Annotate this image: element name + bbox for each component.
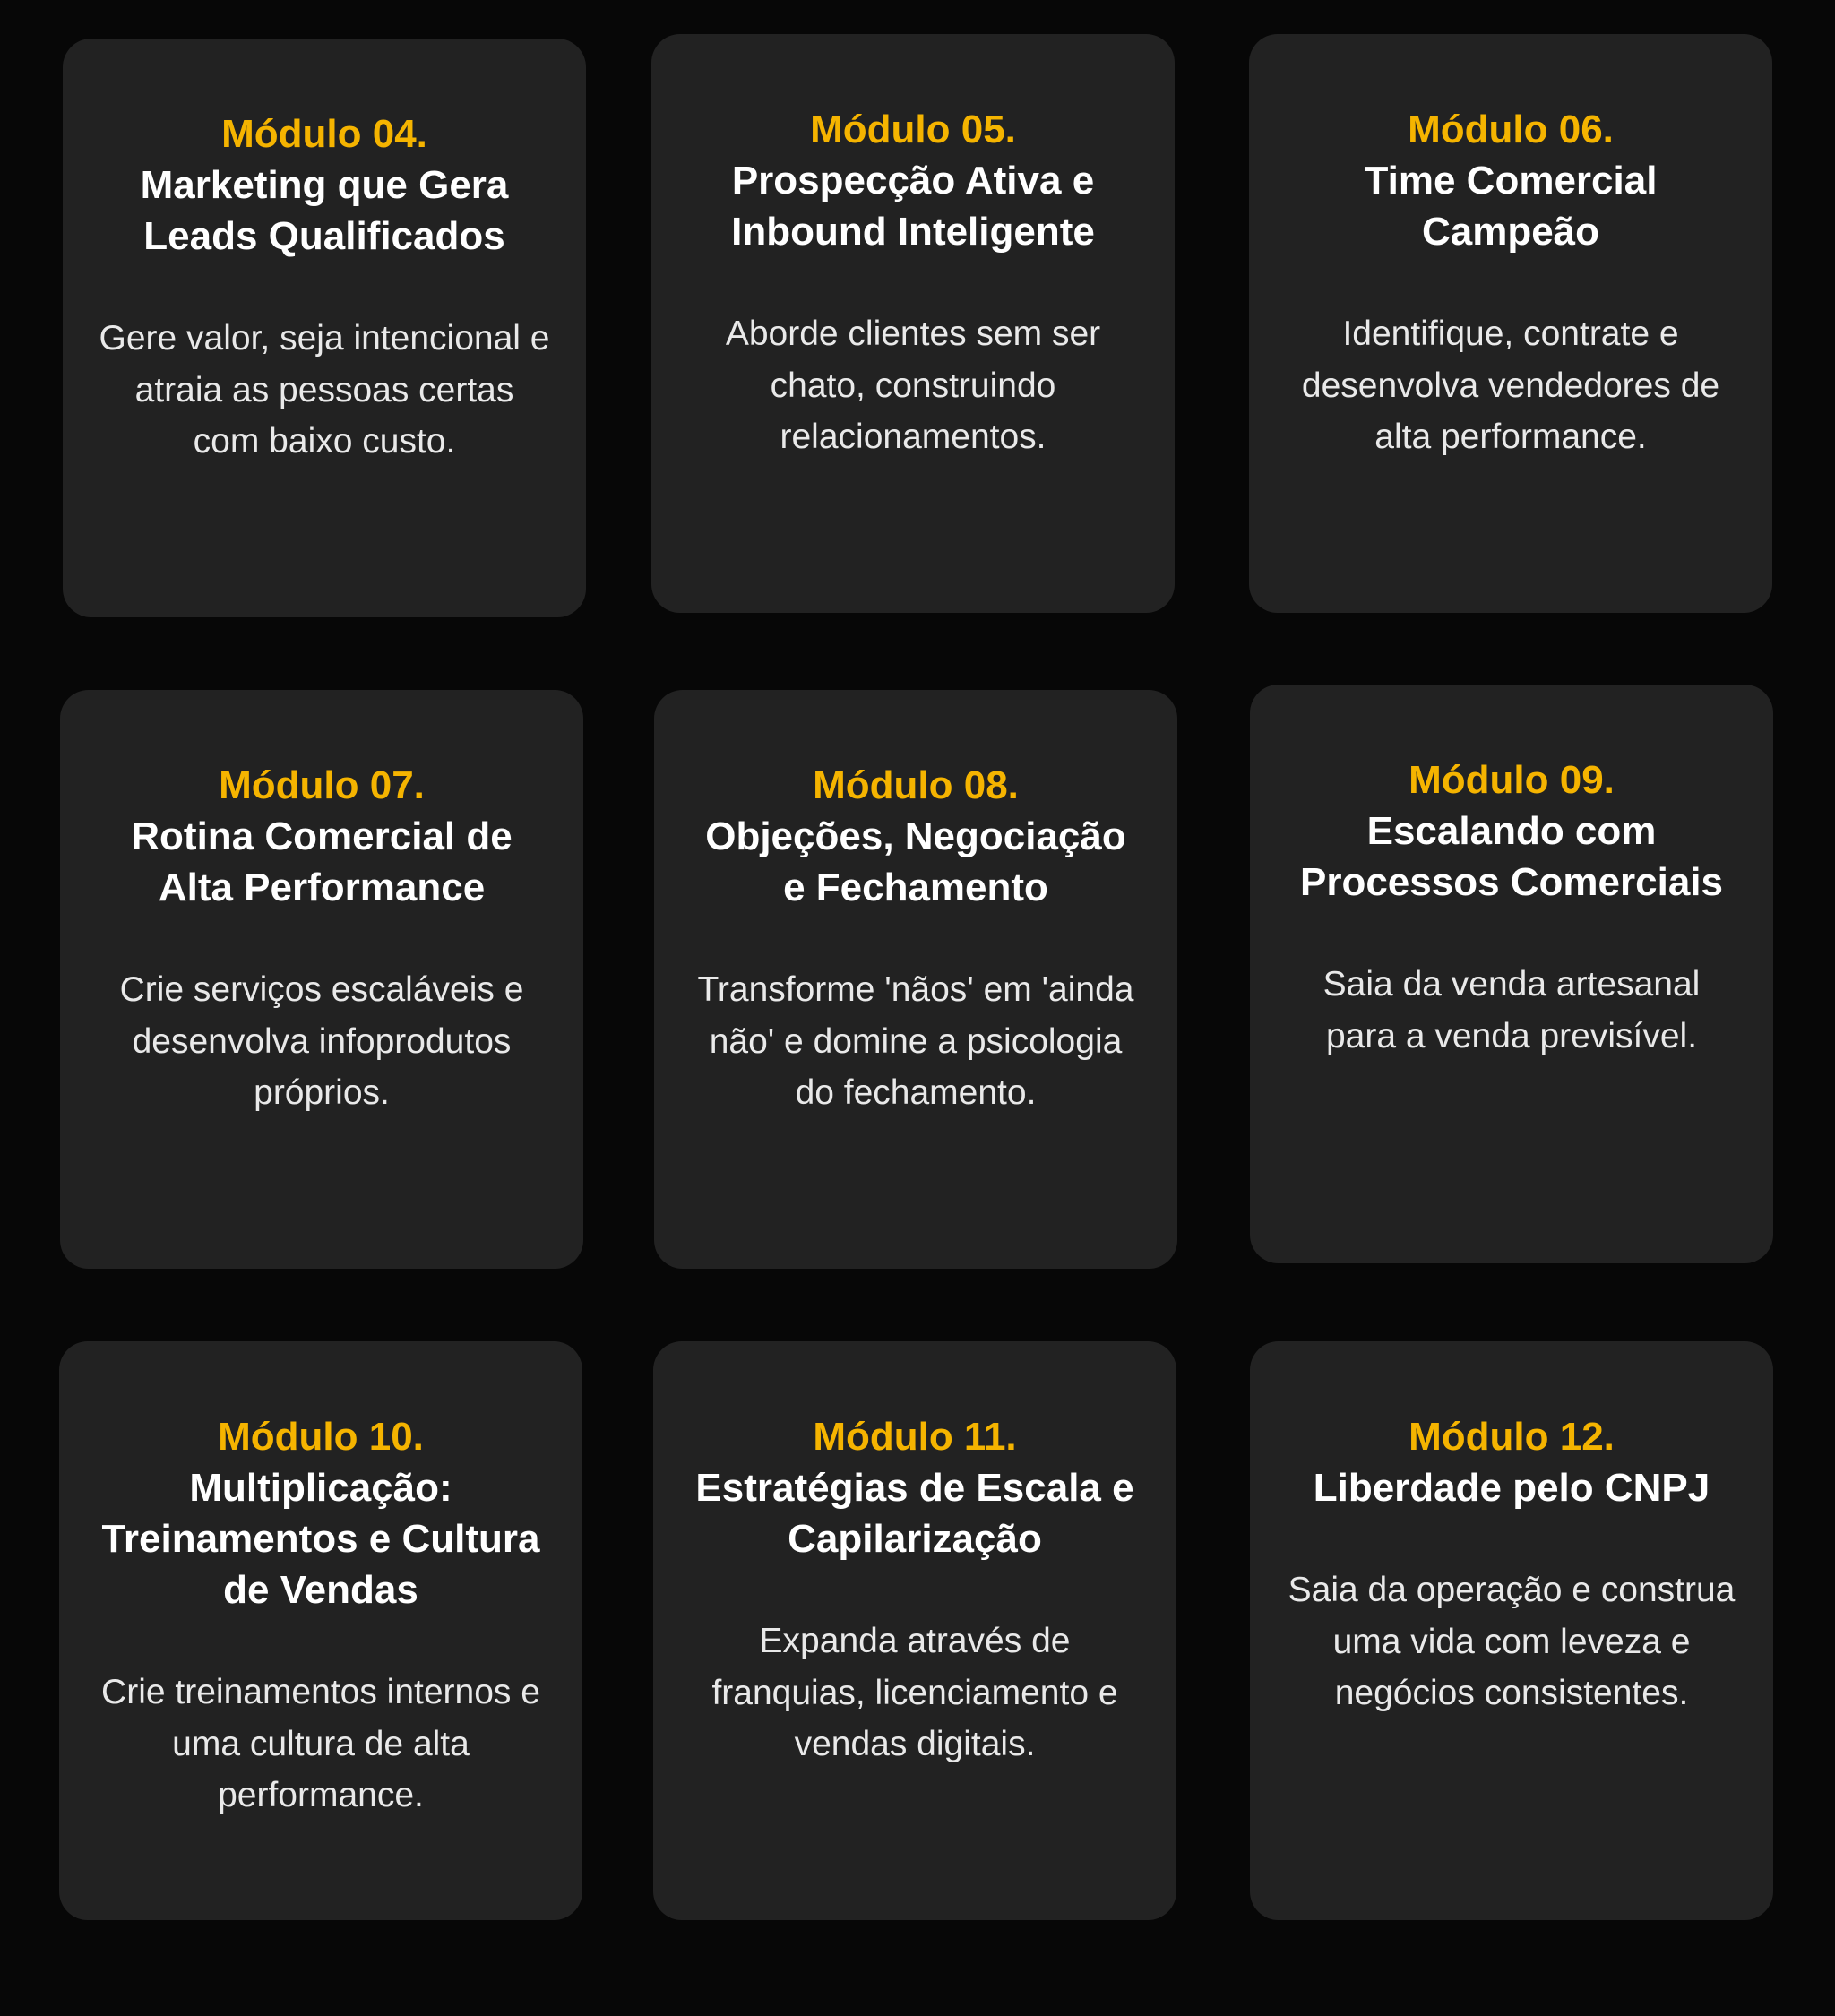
module-number: Módulo 04. [221,112,427,156]
module-title: Estratégias de Escala e Capilarização [695,1466,1134,1561]
module-description: Saia da operação e construa uma vida com leveza e negócios consistentes. [1288,1571,1736,1712]
module-description: Expanda através de franquias, licenciamento e vendas digitais. [711,1622,1118,1763]
module-card-05 [651,34,1175,613]
module-title: Multiplicação: Treinamentos e Cultura de Vendas [101,1466,540,1612]
module-card-11 [653,1341,1176,1920]
module-description: Transforme 'nãos' em 'ainda não' e domine a psicologia do fechamento. [697,970,1134,1112]
module-number: Módulo 05. [810,108,1016,151]
module-number: Módulo 11. [813,1415,1017,1459]
module-title: Time Comercial Campeão [1364,159,1658,254]
module-card-09 [1250,685,1773,1263]
module-description: Crie serviços escaláveis e desenvolva infoprodutos próprios. [119,970,524,1112]
module-title: Liberdade pelo CNPJ [1313,1466,1710,1510]
module-number: Módulo 10. [218,1415,424,1459]
module-title: Objeções, Negociação e Fechamento [705,814,1126,909]
module-card-12 [1250,1341,1773,1920]
module-title: Escalando com Processos Comerciais [1299,809,1724,904]
module-description: Gere valor, seja intencional e atraia as pessoas certas com baixo custo. [99,319,550,461]
module-number: Módulo 06. [1408,108,1614,151]
module-description: Identifique, contrate e desenvolva vendedores de alta performance. [1301,314,1720,456]
module-number: Módulo 08. [813,763,1019,807]
module-card-06 [1249,34,1772,613]
module-card-10 [59,1341,582,1920]
module-title: Prospecção Ativa e Inbound Inteligente [731,159,1095,254]
module-description: Aborde clientes sem ser chato, construindo relacionamentos. [725,314,1101,456]
module-description: Crie treinamentos internos e uma cultura de alta performance. [101,1673,540,1814]
module-card-04 [63,39,586,617]
module-title: Marketing que Gera Leads Qualificados [140,163,509,258]
module-card-07 [60,690,583,1269]
module-number: Módulo 09. [1409,758,1615,802]
module-card-08 [654,690,1177,1269]
module-number: Módulo 12. [1409,1415,1615,1459]
module-number: Módulo 07. [219,763,425,807]
module-description: Saia da venda artesanal para a venda previsível. [1322,965,1701,1055]
module-title: Rotina Comercial de Alta Performance [131,814,513,909]
